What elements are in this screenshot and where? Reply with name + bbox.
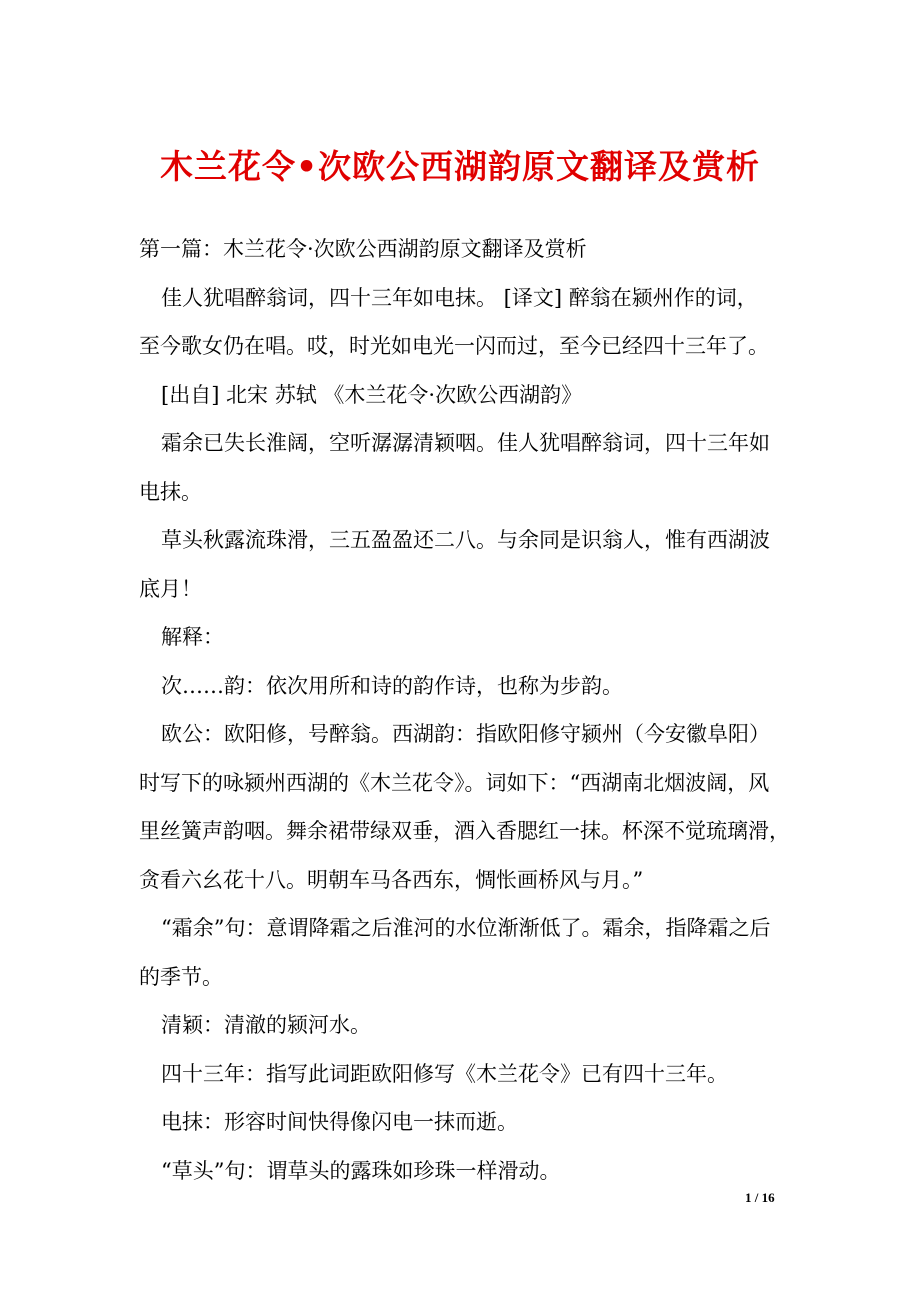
body-line: 霜余已失长淮阔，空听潺潺清颖咽。佳人犹唱醉翁词，四十三年如: [161, 431, 770, 455]
body-line: 四十三年：指写此词距欧阳修写《木兰花令》已有四十三年。: [161, 1061, 728, 1086]
body-line: 至今歌女仍在唱。哎，时光如电光一闪而过，至今已经四十三年了。: [139, 334, 769, 358]
document-body: [139, 225, 799, 1195]
body-line: 电抹。: [139, 479, 202, 504]
body-line: 佳人犹唱醉翁词，四十三年如电抹。 [译文] 醉翁在颍州作的词，: [161, 285, 758, 310]
body-line: “草头”句：谓草头的露珠如珍珠一样滑动。: [161, 1158, 561, 1183]
body-line: 次……韵：依次用所和诗的韵作诗，也称为步韵。: [161, 673, 623, 698]
body-line: 里丝簧声韵咽。舞余裙带绿双垂，酒入香腮红一抹。杯深不觉琉璃滑，: [139, 819, 790, 843]
body-line: 解释：: [161, 625, 224, 649]
body-line: 第一篇：木兰花令·次欧公西湖韵原文翻译及赏析: [139, 237, 587, 261]
body-line: [出自] 北宋 苏轼 《木兰花令·次欧公西湖韵》: [161, 382, 583, 407]
body-line: 底月！: [139, 576, 202, 601]
document-title: 木兰花令•次欧公西湖韵原文翻译及赏析: [159, 147, 761, 186]
body-line: “霜余”句：意谓降霜之后淮河的水位渐渐低了。霜余，指降霜之后: [161, 916, 771, 940]
page-number: 1 / 16: [745, 1190, 775, 1205]
body-line: 的季节。: [139, 964, 223, 989]
body-line: 时写下的咏颍州西湖的《木兰花令》。词如下：“西湖南北烟波阔，风: [139, 770, 770, 795]
body-line: 贪看六幺花十八。明朝车马各西东，惆怅画桥风与月。”: [139, 867, 644, 892]
body-line: 欧公：欧阳修，号醉翁。西湖韵：指欧阳修守颍州（今安徽阜阳）: [161, 722, 770, 746]
body-line: 草头秋露流珠滑，三五盈盈还二八。与余同是识翁人，惟有西湖波: [161, 528, 770, 552]
body-line: 电抹：形容时间快得像闪电一抹而逝。: [161, 1110, 518, 1134]
body-line: 清颖：清澈的颍河水。: [161, 1013, 371, 1037]
